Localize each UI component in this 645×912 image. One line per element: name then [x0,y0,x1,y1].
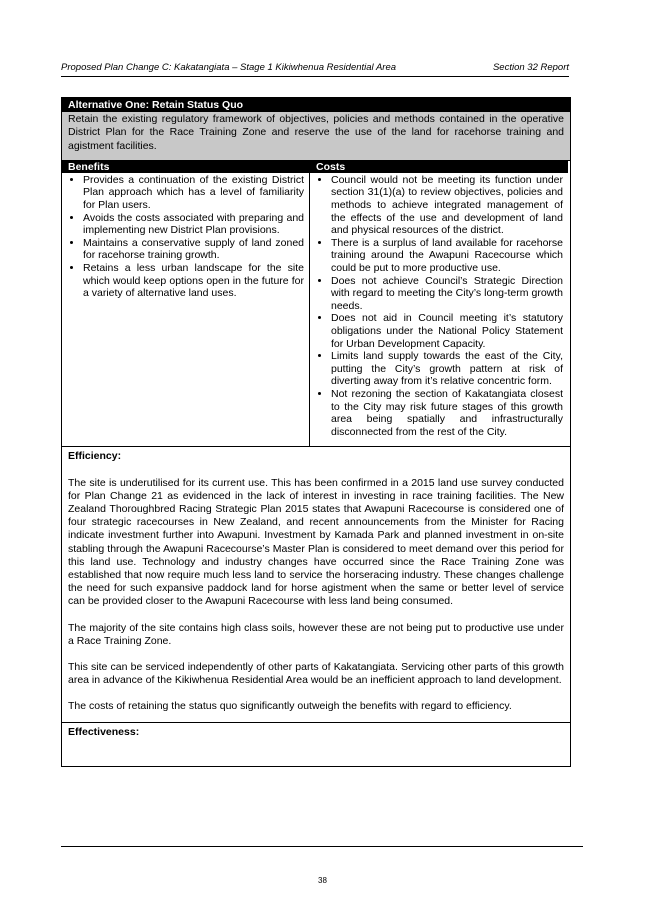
efficiency-heading: Efficiency: [68,450,122,463]
list-item: • Not rezoning the section of Kakatangiata closest to the City may risk future stages of this growth area being spatially and infrastructurally disconnected from the rest of the City. [331,388,563,438]
page-header [61,60,569,77]
list-item: • Retains a less urban landscape for the site which would keep options open in the future for a variety of alternative land uses. [83,262,304,300]
page-number: 38 [318,876,327,885]
list-item: • Does not aid in Council meeting it’s statutory obligations under the National Policy Statement for Urban Development Capacity. [331,312,563,350]
efficiency-paragraph: The majority of the site contains high class soils, however these are not being put to productive use under a Race Training Zone. [68,621,564,647]
alternative-description: Retain the existing regulatory framework of objectives, policies and methods contained in the operative District Plan for the Race Training Zone and reserve the use of the land for racehorse training and agistment facilities. [62,112,570,161]
effectiveness-section [62,723,570,766]
document-title: Proposed Plan Change C: Kakatangiata – Stage 1 Kikiwhenua Residential Area [61,62,397,73]
benefits-list [62,174,309,300]
efficiency-paragraph: The costs of retaining the status quo significantly outweigh the benefits with regard to efficiency. [68,700,512,713]
benefits-costs-row [62,161,570,447]
alternative-title: Alternative One: Retain Status Quo [62,98,570,112]
footer-divider [61,846,583,847]
list-item: • Council would not be meeting its function under section 31(1)(a) to review objectives, policies and methods to achieve integrated management of the effects of the use and development of land and physical resources of the district. [331,174,563,237]
list-item: • Does not achieve Council’s Strategic Direction with regard to meeting the City’s long-term growth needs. [331,275,563,313]
effectiveness-heading: Effectiveness: [68,725,140,738]
list-item: • Provides a continuation of the existing District Plan approach which has a level of familiarity for Plan users. [83,174,304,212]
list-item: • Maintains a conservative supply of land zoned for racehorse training growth. [83,237,304,262]
costs-heading: Costs [310,161,568,173]
efficiency-paragraph: The site is underutilised for its current use. This has been confirmed in a 2015 land use survey conducted for Plan Change 21 as evidenced in the lack of interest in investing in race training facilities. The New Zealand Thoroughbred Racing Strategic Plan 2015 states that Awapuni Racecourse is considered one of four strategic racecourses in New Zealand, and recent announcements from the Minister for Racing indicate investment further into Awapuni. Investment by Kamada Park and planned investment in on-site stabling through the Awapuni Racecourse’s Master Plan is considered to meet demand over this period for this land use. Technology and industry changes have occurred since the Race Training Zone was established that now require much less land to service the horseracing industry. These changes challenge the need for such expansive paddock land for horse agistment when the same or better level of service can be provided closer to the Awapuni Racecourse with less land being consumed. [68,476,564,608]
costs-list [310,174,568,438]
benefits-column [62,161,310,446]
efficiency-section [62,447,570,722]
alternative-table [61,97,571,767]
efficiency-paragraph: This site can be serviced independently of other parts of Kakatangiata. Servicing other parts of this growth area in advance of the Kikiwhenua Residential Area would be an inefficient approach to land development. [68,661,564,687]
costs-column [310,161,568,446]
list-item: • Avoids the costs associated with preparing and implementing new District Plan provisions. [83,212,304,237]
list-item: • There is a surplus of land available for racehorse training around the Awapuni Racecourse which could be put to more productive use. [331,237,563,275]
list-item: • Limits land supply towards the east of the City, putting the City’s growth pattern at risk of diverting away from it’s relative concentric form. [331,350,563,388]
report-name: Section 32 Report [492,62,569,73]
benefits-heading: Benefits [62,161,309,173]
